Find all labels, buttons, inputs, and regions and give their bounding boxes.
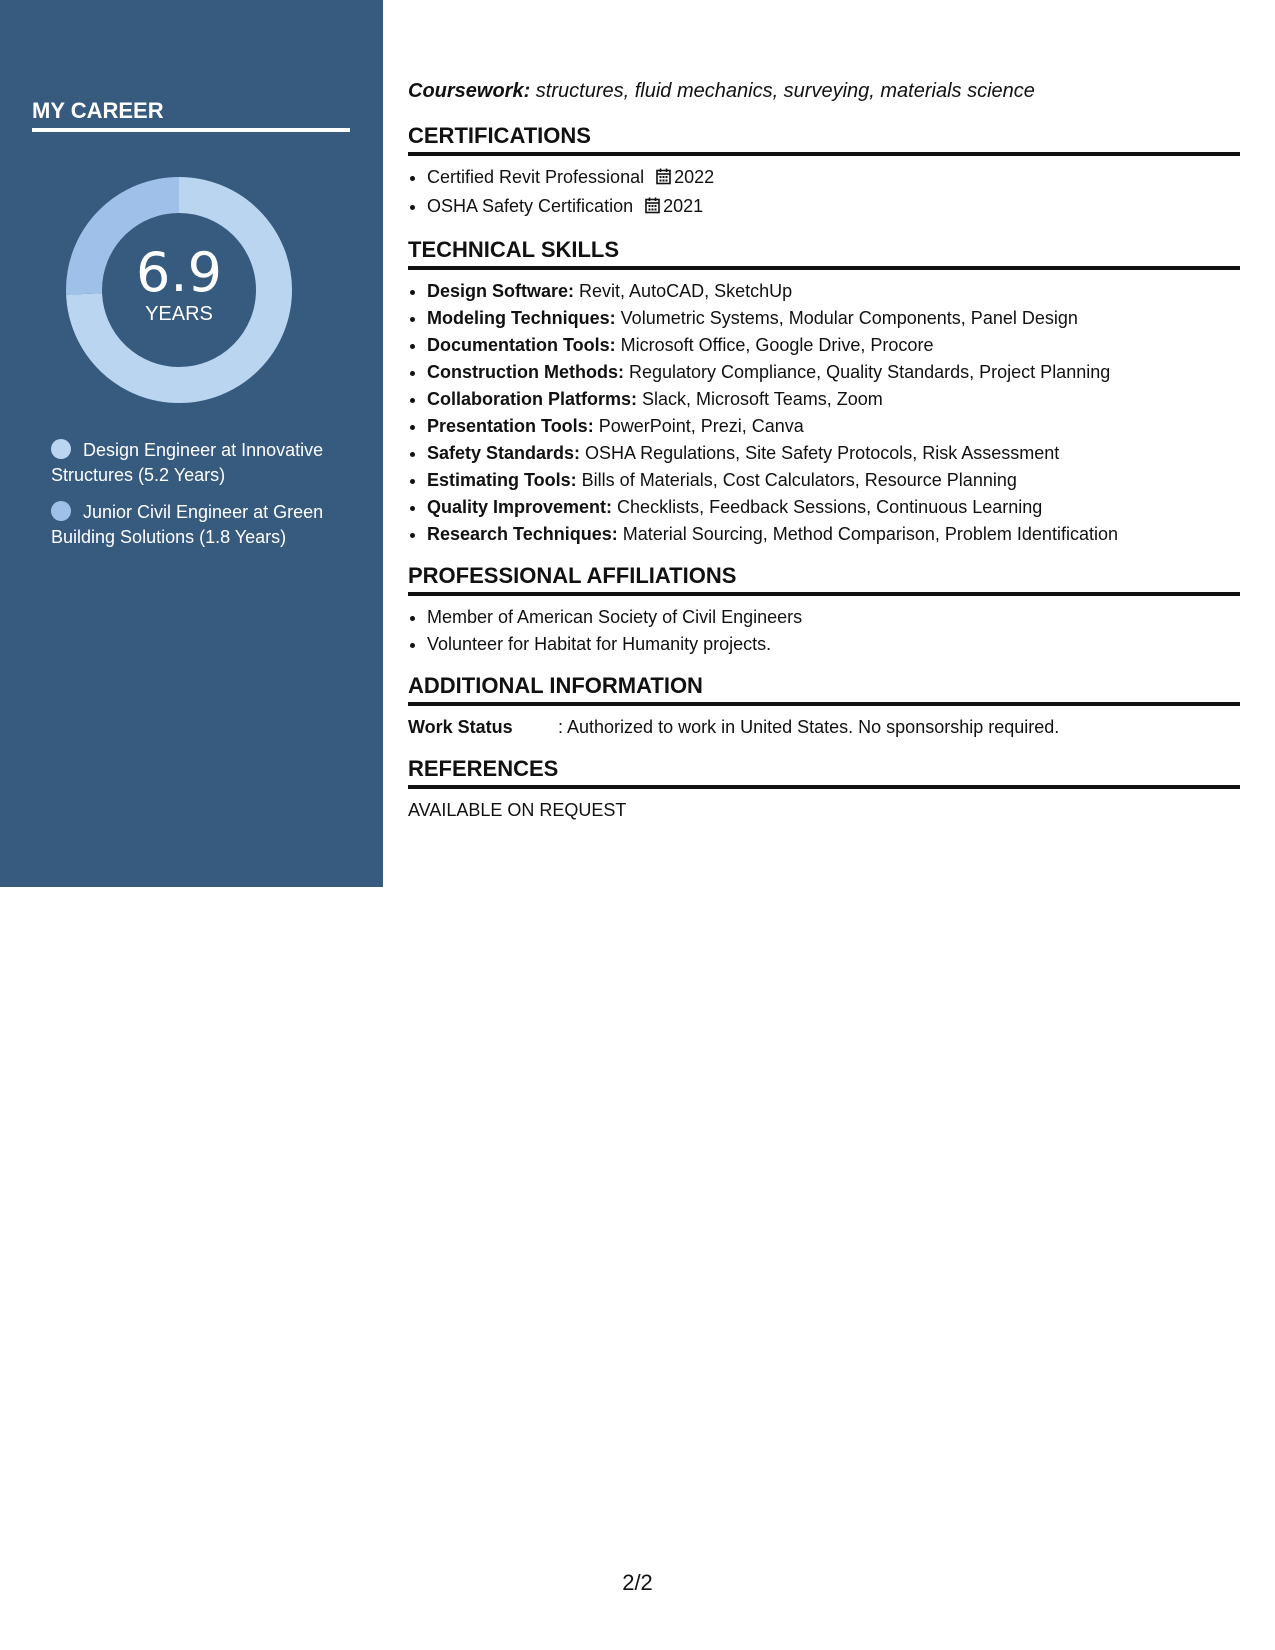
coursework-label: Coursework: — [408, 80, 531, 102]
skill-label: Estimating Tools: — [427, 470, 577, 490]
skill-item — [427, 332, 1240, 359]
skill-label: Documentation Tools: — [427, 335, 616, 355]
skill-value: Regulatory Compliance, Quality Standards, Project Planning — [623, 362, 1111, 382]
skill-value: Material Sourcing, Method Comparison, Problem Identification — [617, 524, 1118, 544]
skill-value: Bills of Materials, Cost Calculators, Resource Planning — [576, 470, 1017, 490]
work-status-label: Work Status — [408, 717, 513, 737]
work-status-row — [408, 714, 1240, 741]
technical-skills-list — [408, 278, 1240, 548]
skill-value: PowerPoint, Prezi, Canva — [593, 416, 804, 436]
skill-item — [427, 359, 1240, 386]
affiliations-list — [408, 604, 1240, 658]
skill-label: Safety Standards: — [427, 443, 581, 463]
sidebar — [0, 0, 383, 887]
skill-value: Microsoft Office, Google Drive, Procore — [615, 335, 934, 355]
skill-value: Volumetric Systems, Modular Components, Panel Design — [615, 308, 1078, 328]
skill-item — [427, 278, 1240, 305]
legend-role-text: Junior Civil Engineer at Green Building Solutions (1.8 Years) — [51, 502, 324, 547]
certification-year: 2021 — [663, 196, 704, 216]
skill-label: Design Software: — [427, 281, 575, 301]
skill-value: Revit, AutoCAD, SketchUp — [574, 281, 793, 301]
skill-label: Modeling Techniques: — [427, 308, 616, 328]
references-heading: REFERENCES — [408, 755, 1240, 789]
skill-item — [427, 386, 1240, 413]
career-title: MY CAREER — [32, 98, 350, 132]
skill-item — [427, 494, 1240, 521]
legend-item-role-2 — [51, 500, 341, 550]
legend-item-role-1 — [51, 438, 341, 488]
calendar-icon — [645, 195, 660, 222]
certification-name: Certified Revit Professional — [427, 167, 645, 187]
certifications-list — [408, 164, 1240, 222]
skill-value: Checklists, Feedback Sessions, Continuous Learning — [612, 497, 1043, 517]
certification-item — [427, 164, 1240, 193]
page-number: 2/2 — [622, 1570, 653, 1595]
total-years: 6.9 — [136, 241, 222, 304]
skill-value: Slack, Microsoft Teams, Zoom — [637, 389, 883, 409]
skill-label: Collaboration Platforms: — [427, 389, 638, 409]
affiliation-item: • Member of American Society of Civil Engineers — [427, 604, 1240, 631]
certification-year: 2022 — [674, 167, 715, 187]
coursework-text: structures, fluid mechanics, surveying, materials science — [530, 80, 1035, 102]
certifications-heading: CERTIFICATIONS — [408, 122, 1240, 156]
donut-center-label — [66, 177, 292, 403]
work-status-value: : Authorized to work in United States. No sponsorship required. — [558, 717, 1060, 737]
legend-role-text: Design Engineer at Innovative Structures (5.2 Years) — [51, 440, 324, 485]
skill-value: OSHA Regulations, Site Safety Protocols, Risk Assessment — [580, 443, 1060, 463]
skill-label: Quality Improvement: — [427, 497, 613, 517]
references-text: AVAILABLE ON REQUEST — [408, 800, 627, 820]
affiliations-heading: PROFESSIONAL AFFILIATIONS — [408, 562, 1240, 596]
calendar-icon — [656, 166, 671, 193]
technical-skills-heading: TECHNICAL SKILLS — [408, 236, 1240, 270]
legend-dot-icon — [51, 501, 71, 521]
coursework-line — [408, 76, 1240, 106]
skill-label: Presentation Tools: — [427, 416, 594, 436]
certification-name: OSHA Safety Certification — [427, 196, 634, 216]
additional-info-heading: ADDITIONAL INFORMATION — [408, 672, 1240, 706]
skill-item — [427, 521, 1240, 548]
skill-label: Construction Methods: — [427, 362, 624, 382]
affiliation-item: • Volunteer for Habitat for Humanity projects. — [427, 631, 1240, 658]
years-label: YEARS — [145, 303, 213, 325]
certification-item — [427, 193, 1240, 222]
skill-item — [427, 467, 1240, 494]
main-content — [408, 76, 1240, 824]
career-donut-chart — [66, 177, 292, 403]
skill-item — [427, 305, 1240, 332]
skill-label: Research Techniques: — [427, 524, 618, 544]
skill-item — [427, 440, 1240, 467]
career-legend — [51, 438, 341, 562]
skill-item — [427, 413, 1240, 440]
legend-dot-icon — [51, 439, 71, 459]
